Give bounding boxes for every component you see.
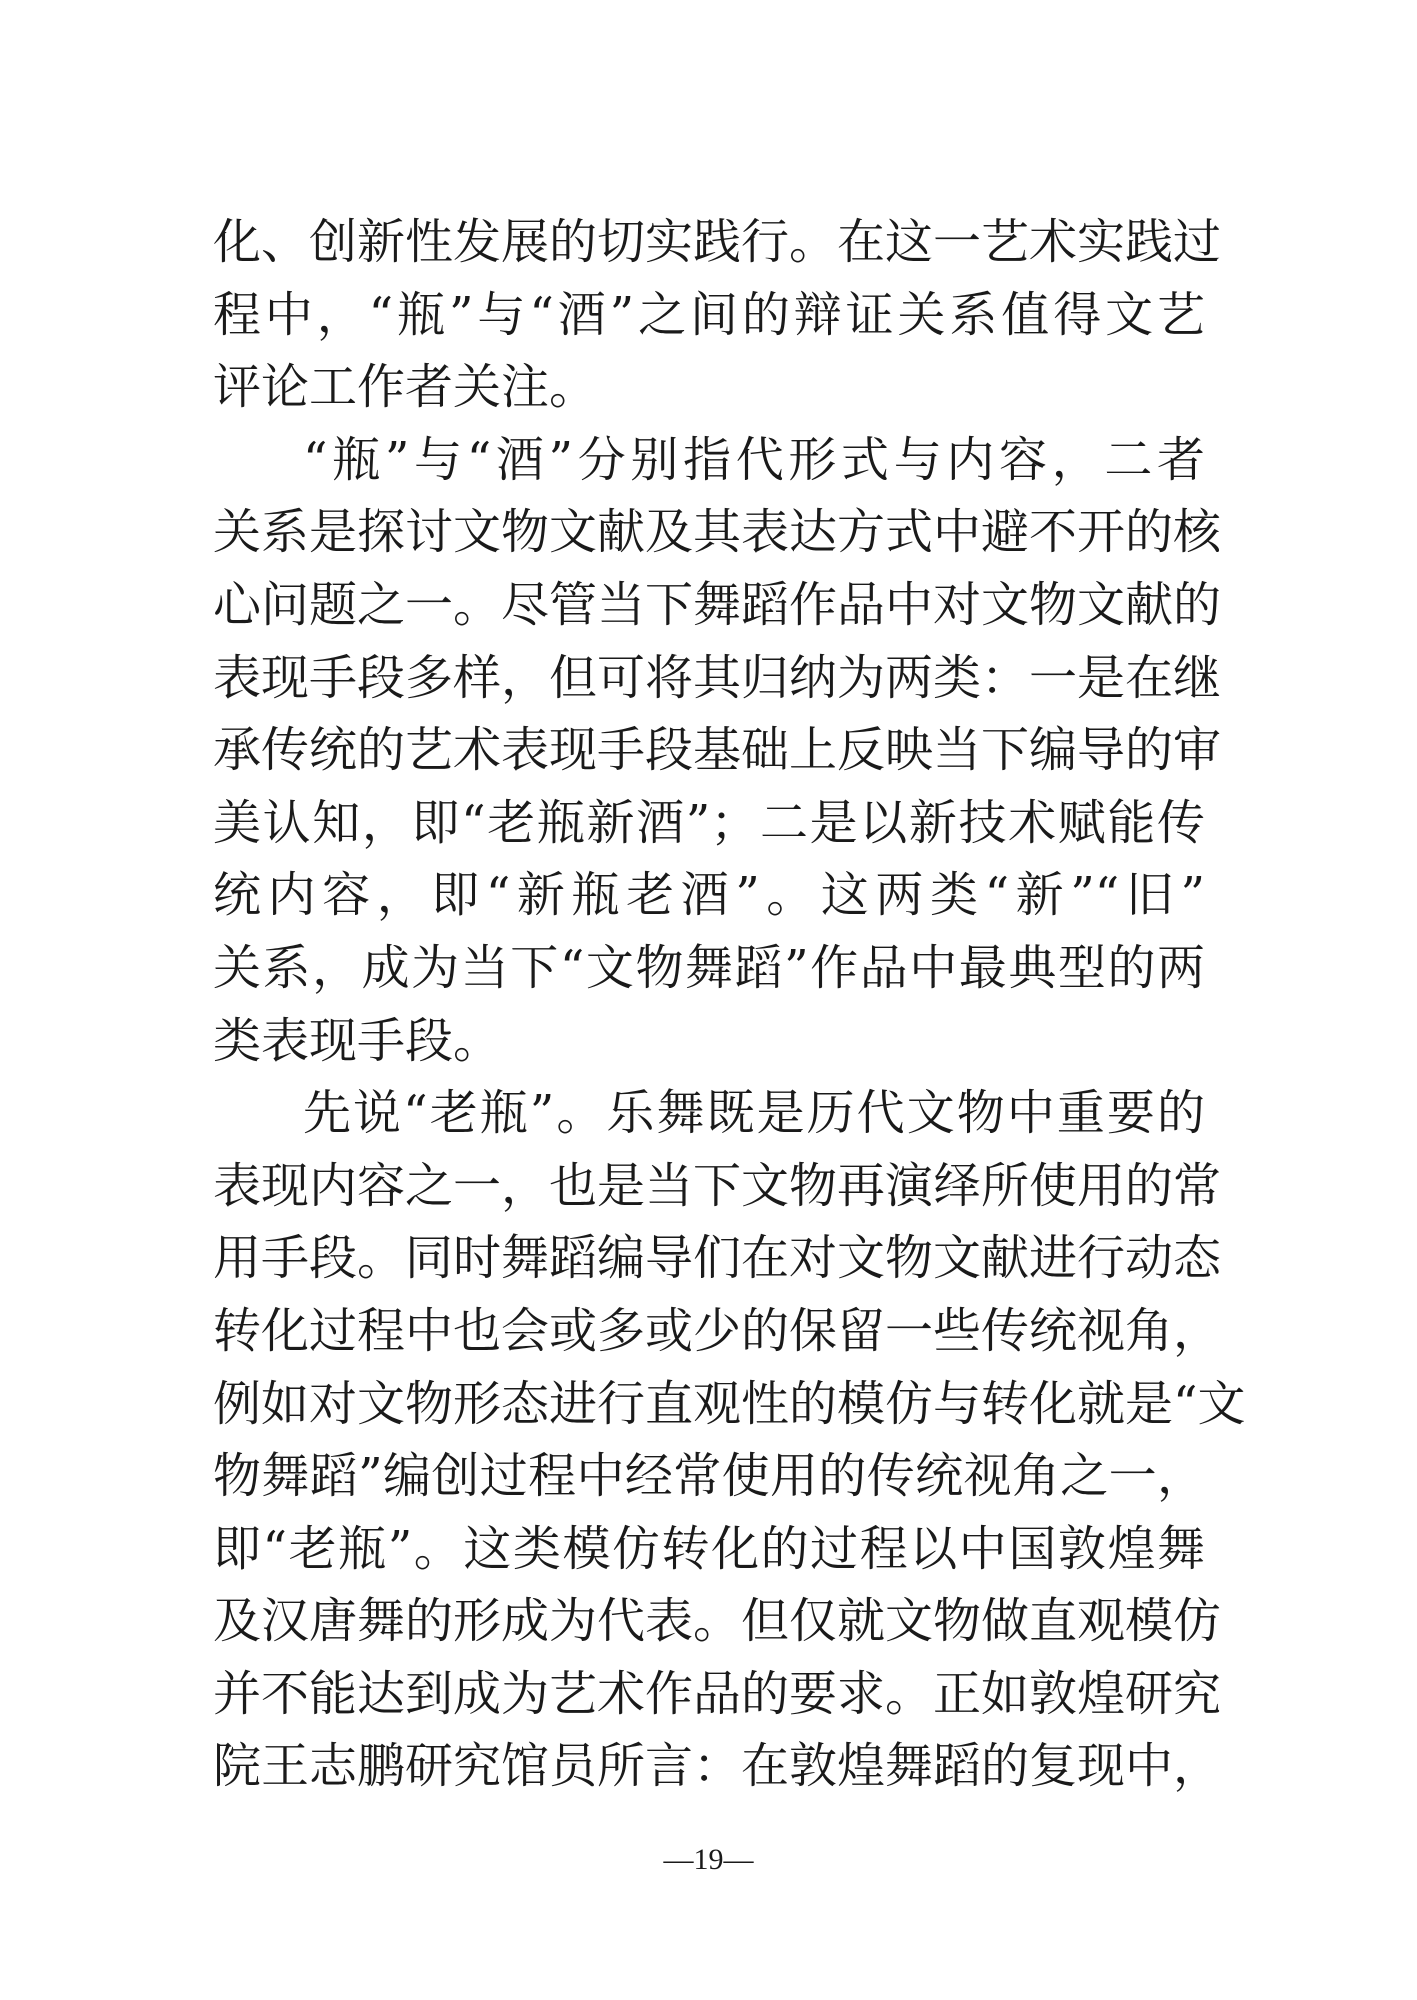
text-line: 类表现手段。 [213, 1012, 502, 1069]
text-line: 美认知，即“老瓶新酒”；二是以新技术赋能传 [213, 794, 1205, 851]
text-line: 化、创新性发展的切实践行。在这一艺术实践过 [213, 214, 1222, 270]
page-number: —19— [663, 1843, 754, 1876]
text-line: 院王志鹏研究馆员所言：在敦煌舞蹈的复现中， [213, 1738, 1222, 1795]
text-line: 例如对文物形态进行直观性的模仿与转化就是“文 [213, 1375, 1246, 1432]
text-line: 即“老瓶”。这类模仿转化的过程以中国敦煌舞 [213, 1520, 1205, 1577]
text-line: 物舞蹈”编创过程中经常使用的传统视角之一， [213, 1448, 1205, 1505]
text-line: 及汉唐舞的形成为代表。但仅就文物做直观模仿 [213, 1593, 1222, 1650]
text-line: 表现内容之一，也是当下文物再演绎所使用的常 [213, 1157, 1222, 1214]
text-line: 心问题之一。尽管当下舞蹈作品中对文物文献的 [213, 576, 1222, 633]
text-line: 先说“老瓶”。乐舞既是历代文物中重要的 [303, 1085, 1205, 1142]
text-line: 转化过程中也会或多或少的保留一些传统视角， [213, 1302, 1222, 1359]
text-line: 表现手段多样，但可将其归纳为两类：一是在继 [213, 649, 1222, 706]
text-line: 程中，“瓶”与“酒”之间的辩证关系值得文艺 [213, 286, 1205, 343]
text-line: 用手段。同时舞蹈编导们在对文物文献进行动态 [213, 1230, 1222, 1287]
text-line: 关系，成为当下“文物舞蹈”作品中最典型的两 [213, 939, 1205, 996]
text-line: 关系是探讨文物文献及其表达方式中避不开的核 [213, 504, 1222, 561]
document-body [213, 206, 1246, 1803]
text-line: 评论工作者关注。 [213, 359, 598, 416]
text-line: 统内容，即“新瓶老酒”。这两类“新”“旧” [213, 867, 1205, 924]
text-line: “瓶”与“酒”分别指代形式与内容，二者 [303, 431, 1205, 488]
text-line: 承传统的艺术表现手段基础上反映当下编导的审 [213, 722, 1222, 779]
text-line: 并不能达到成为艺术作品的要求。正如敦煌研究 [213, 1665, 1222, 1722]
